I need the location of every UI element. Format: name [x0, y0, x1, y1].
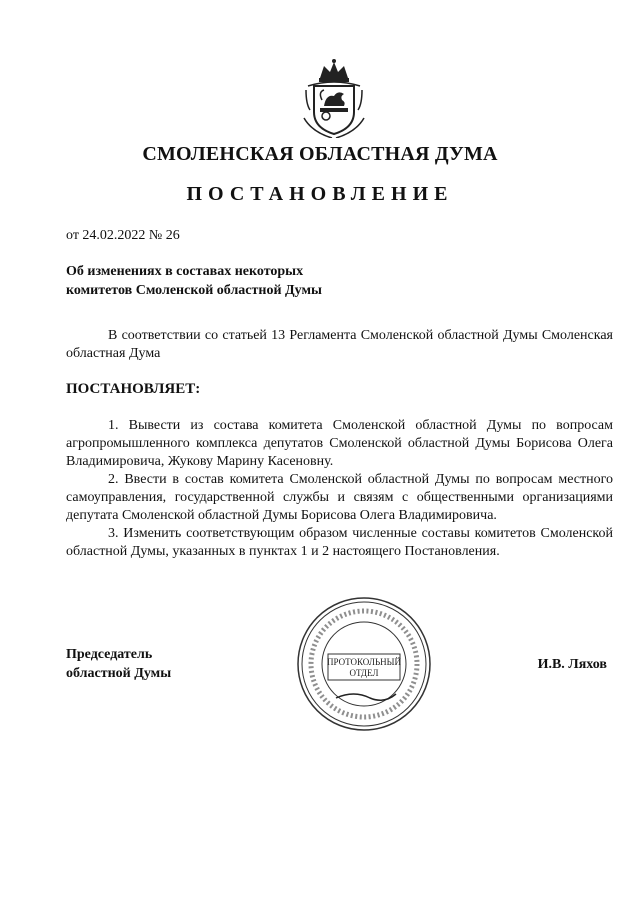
document-date-number: от 24.02.2022 № 26	[66, 228, 180, 243]
signatory-role-line: Председатель	[66, 647, 153, 662]
document-type-heading: ПОСТАНОВЛЕНИЕ	[186, 183, 454, 205]
smolensk-coat-of-arms-icon	[302, 58, 366, 138]
preamble-paragraph: В соответствии со статьей 13 Регламента Смоленской областной Думы Смоленская областная Дума	[66, 328, 613, 361]
subject-line: Об изменениях в составах некоторых	[66, 264, 304, 279]
decree-item: 3. Изменить соответствующим образом численные составы комитетов Смоленской областной Думы, указанных в пунктах 1 и 2 настоящего Постановления.	[66, 526, 613, 559]
decree-items	[66, 417, 613, 561]
signatory-role-line: областной Думы	[66, 666, 172, 681]
stamp-center-line: ПРОТОКОЛЬНЫЙ	[327, 657, 401, 667]
signatory-name: И.В. Ляхов	[537, 657, 607, 672]
decree-item: 1. Вывести из состава комитета Смоленской областной Думы по вопросам агропромышленного комплекса депутатов Смоленской областной Думы Борисова Олега Владимировича, Жукову Марину Касеновну.	[66, 418, 613, 469]
organization-title: СМОЛЕНСКАЯ ОБЛАСТНАЯ ДУМА	[142, 143, 498, 165]
stamp-center-line: ОТДЕЛ	[349, 668, 379, 678]
decree-item: 2. Ввести в состав комитета Смоленской областной Думы по вопросам местного самоуправления, государственной службы и связям с общественными организациями депутата Смоленской областной Думы Борисова Олега Владимировича.	[66, 472, 613, 523]
document-subject	[66, 262, 386, 300]
subject-line: комитетов Смоленской областной Думы	[66, 283, 322, 298]
decree-heading: ПОСТАНОВЛЯЕТ:	[66, 381, 201, 397]
signatory-role	[66, 645, 171, 683]
round-seal-stamp-icon	[284, 594, 444, 734]
